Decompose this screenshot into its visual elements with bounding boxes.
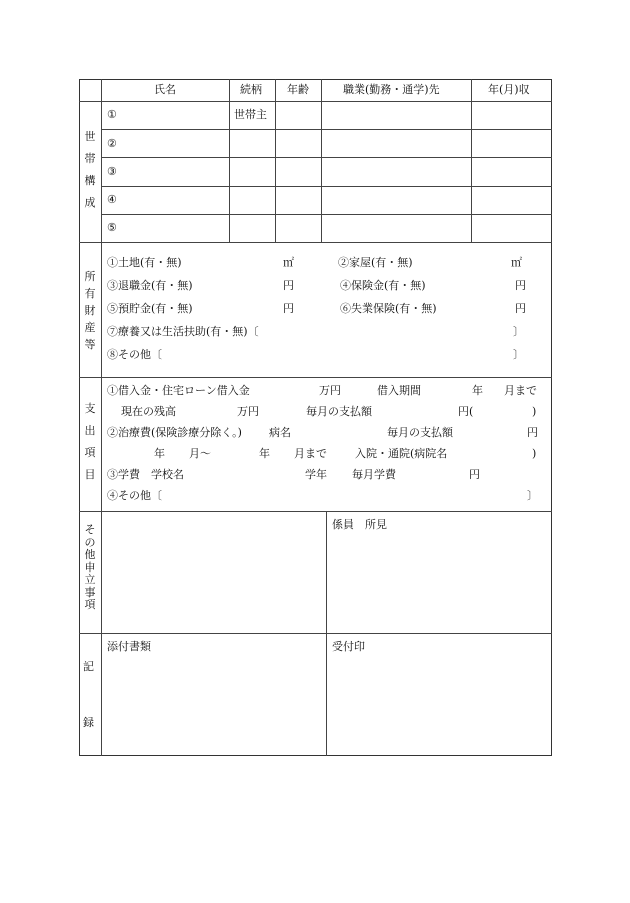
asset-insurance-unit: 円 [515,279,526,292]
staff-opinion-label: 係員 所見 [332,518,387,531]
row3-line [101,186,552,187]
header-bottom-line [79,101,552,102]
household-row-3-no: ③ [107,165,117,178]
expense-loan-unit: 万円 [319,384,341,397]
asset-savings-unit: 円 [283,302,294,315]
relation-column-line [275,79,276,242]
expense-month-from: 月～ [189,447,211,460]
expense-medical-yen: 円 [527,426,538,439]
asset-land-unit: ㎡ [283,256,294,269]
expense-month-until: 月まで [294,447,327,460]
assets-bottom-line [79,377,552,378]
expense-tuition-yen: 円 [469,468,480,481]
expense-medical-monthly: 毎月の支払額 [387,426,453,439]
age-column-line [321,79,322,242]
asset-retirement: ③退職金(有・無) [107,279,193,292]
expense-balance-unit: 万円 [237,405,259,418]
expense-year-from: 年 [154,447,165,460]
expense-grade: 学年 [305,468,327,481]
record-label-top: 記 [83,660,94,673]
household-bottom-line [79,242,552,243]
expense-monthly-yen: 円( [458,405,474,418]
expense-other-close: 〕 [527,489,538,502]
name-column-line [229,79,230,242]
asset-savings: ⑤預貯金(有・無) [107,302,193,315]
occupation-column-line [471,79,472,242]
asset-other-close: 〕 [513,348,524,361]
asset-land: ①土地(有・無) [107,256,182,269]
expense-disease: 病名 [269,426,291,439]
asset-house: ②家屋(有・無) [338,256,413,269]
expense-close-paren: ) [532,405,537,418]
asset-unemployment-unit: 円 [515,302,526,315]
asset-unemployment: ⑥失業保険(有・無) [340,302,437,315]
expense-other: ④その他〔 [107,489,162,502]
row2-line [101,157,552,158]
household-row-2-no: ② [107,137,117,150]
remarks-label: そ の 他 申 立 事 項 [84,523,96,611]
household-row-5-no: ⑤ [107,221,117,234]
expense-school: ③学費 学校名 [107,468,184,481]
asset-welfare-close: 〕 [513,325,524,338]
expenses-bottom-line [79,511,552,512]
asset-welfare: ⑦療養又は生活扶助(有・無)〔 [107,325,259,338]
header-income: 年(月)収 [488,83,530,96]
remarks-split-line [326,511,327,756]
household-row-1-no: ① [107,108,117,121]
asset-retirement-unit: 円 [283,279,294,292]
asset-house-unit: ㎡ [511,256,522,269]
asset-other: ⑧その他〔 [107,348,162,361]
header-occupation: 職業(勤務・通学)先 [343,83,440,96]
expense-loan-year: 年 [472,384,483,397]
household-row-4-no: ④ [107,193,117,206]
row1-line [101,129,552,130]
row4-line [101,214,552,215]
receipt-stamp-label: 受付印 [332,640,365,653]
expense-close-paren-2: ) [532,447,537,460]
header-age: 年齢 [287,83,309,96]
expense-loan: ①借入金・住宅ローン借入金 [107,384,250,397]
attachments-label: 添付書類 [107,640,151,653]
remarks-bottom-line [79,633,552,634]
assets-label: 所 有 財 産 等 [84,270,96,351]
expense-monthly-tuition: 毎月学費 [352,468,396,481]
expense-monthly-payment: 毎月の支払額 [306,405,372,418]
expense-loan-until: 月まで [504,384,537,397]
label-column-line [101,79,102,756]
household-label: 世 帯 構 成 [84,130,96,209]
record-label-bottom: 録 [83,716,94,729]
expense-balance: 現在の残高 [121,405,176,418]
header-name: 氏名 [154,83,176,96]
expense-hospital: 入院・通院(病院名 [355,447,448,460]
expense-medical: ②治療費(保険診療分除く。) [107,426,242,439]
asset-insurance: ④保険金(有・無) [340,279,426,292]
header-relation: 続柄 [240,83,262,96]
household-row-1-relation[interactable]: 世帯主 [234,108,267,121]
expenses-label: 支 出 項 目 [84,402,96,481]
expense-loan-period: 借入期間 [377,384,421,397]
expense-year-to: 年 [259,447,270,460]
